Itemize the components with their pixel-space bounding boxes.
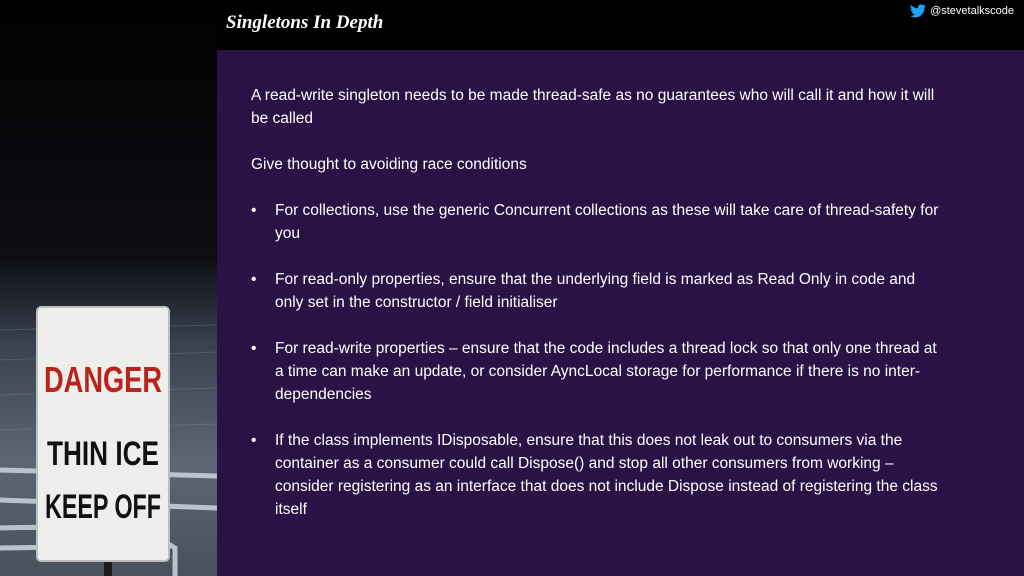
bullet-text: For read-only properties, ensure that the underlying field is marked as Read Only in code and only set in the constructor / field initialiser bbox=[275, 271, 916, 311]
bullet-text: For collections, use the generic Concurrent collections as these will take care of thread-safety for you bbox=[275, 202, 939, 242]
bullet-marker: • bbox=[251, 340, 257, 357]
slide-body bbox=[251, 84, 941, 544]
bullet-item bbox=[251, 268, 941, 314]
bullet-marker: • bbox=[251, 432, 257, 449]
content-panel bbox=[217, 50, 1024, 576]
twitter-handle-text: @stevetalkscode bbox=[930, 5, 1014, 17]
bullet-item bbox=[251, 429, 941, 521]
thin-ice-photo bbox=[0, 0, 217, 576]
twitter-bird-icon bbox=[910, 4, 926, 18]
bullet-item bbox=[251, 337, 941, 406]
bullet-text: If the class implements IDisposable, ensure that this does not leak out to consumers via the container as a consumer could call Dispose() and stop all other consumers from working – consider registering as an interface that does not include Dispose instead of registering the class itself bbox=[275, 432, 938, 518]
intro-text: A read-write singleton needs to be made thread-safe as no guarantees who will call it and how it will be called bbox=[251, 87, 935, 127]
bullet-text: For read-write properties – ensure that the code includes a thread lock so that only one thread at a time can make an update, or consider AyncLocal storage for performance if there is no inter-dependencies bbox=[275, 340, 937, 403]
sign-thin-ice-text: THIN ICE bbox=[47, 435, 159, 473]
bullet-marker: • bbox=[251, 202, 257, 219]
sign-keep-off-text: KEEP OFF bbox=[45, 488, 161, 526]
sign-danger-text: DANGER bbox=[44, 359, 162, 400]
bullet-marker: • bbox=[251, 271, 257, 288]
subintro-text: Give thought to avoiding race conditions bbox=[251, 156, 527, 173]
twitter-handle bbox=[910, 4, 1014, 18]
slide-title: Singletons In Depth bbox=[226, 12, 384, 33]
bullet-item bbox=[251, 199, 941, 245]
